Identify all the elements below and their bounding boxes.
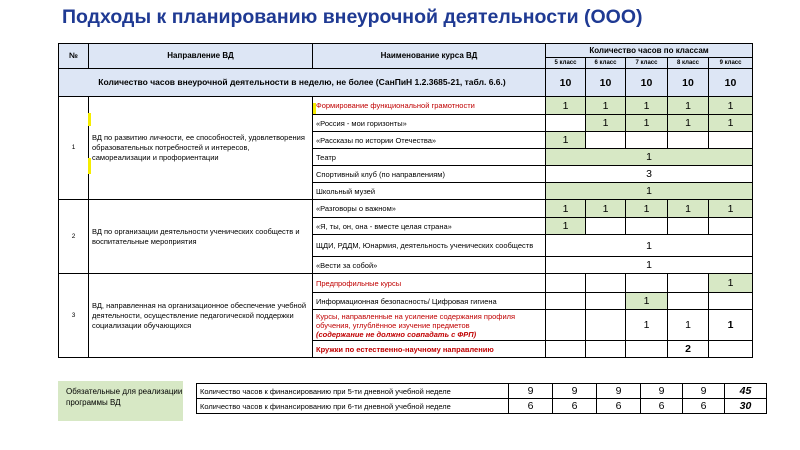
header-hours: Количество часов по классам	[546, 44, 753, 58]
highlight-marker	[88, 113, 91, 126]
hours-cell: 1	[668, 115, 709, 132]
hours-cell: 1	[709, 97, 753, 115]
hours-cell	[586, 341, 626, 358]
group-3-num: 3	[59, 274, 89, 358]
course-name: Школьный музей	[313, 183, 546, 200]
course-name: «Вести за собой»	[313, 257, 546, 274]
weekly-limit-6: 10	[586, 69, 626, 97]
course-name: Театр	[313, 149, 546, 166]
group-2-direction: ВД по организации деятельности ученических сообществ и воспитательные мероприятия	[89, 200, 313, 274]
hours-cell	[668, 132, 709, 149]
hours-cell	[709, 132, 753, 149]
hours-cell-merged: 3	[546, 166, 753, 183]
hours-cell	[546, 115, 586, 132]
hours-cell: 1	[546, 218, 586, 235]
header-direction: Направление ВД	[89, 44, 313, 69]
hours-cell: 1	[709, 310, 753, 341]
hours-cell: 1	[546, 200, 586, 218]
financing-cell: 6	[553, 399, 597, 414]
hours-cell: 1	[709, 274, 753, 293]
course-name: Спортивный клуб (по направлениям)	[313, 166, 546, 183]
hours-cell: 1	[586, 200, 626, 218]
hours-cell: 1	[709, 200, 753, 218]
hours-cell: 1	[626, 293, 668, 310]
header-num: №	[59, 44, 89, 69]
hours-cell	[626, 274, 668, 293]
financing-total: 45	[725, 384, 767, 399]
hours-cell	[546, 310, 586, 341]
hours-cell-merged: 1	[546, 149, 753, 166]
header-class-6: 6 класс	[586, 58, 626, 69]
weekly-limit-label: Количество часов внеурочной деятельности в неделю, не более (СанПиН 1.2.3685-21, табл. 6.6.)	[59, 69, 546, 97]
course-name: «Россия - мои горизонты»	[313, 115, 546, 132]
obligatory-note: Обязательные для реализации программы ВД	[58, 381, 183, 421]
weekly-limit-9: 10	[709, 69, 753, 97]
plan-table	[58, 43, 753, 358]
header-course: Наименование курса ВД	[313, 44, 546, 69]
course-name: ЩДИ, РДДМ, Юнармия, деятельность ученических сообществ	[313, 235, 546, 257]
hours-cell: 1	[668, 97, 709, 115]
group-1-direction: ВД по развитию личности, ее способностей, удовлетворения образовательных потребностей и интересов, самореализации и профориентации	[89, 97, 313, 200]
hours-cell	[586, 218, 626, 235]
hours-cell	[586, 132, 626, 149]
course-profile-text: Курсы, направленные на усиление содержания профиля обучения, углублённое изучение предметов	[316, 311, 516, 330]
financing-table	[196, 383, 767, 414]
course-profile-note: (содержание не должно совпадать с ФРП)	[316, 329, 477, 339]
course-name: Формирование функциональной грамотности	[313, 97, 546, 115]
group-1-num: 1	[59, 97, 89, 200]
hours-cell: 1	[546, 132, 586, 149]
financing-label-5day: Количество часов к финансированию при 5-ти дневной учебной неделе	[197, 384, 509, 399]
hours-cell: 1	[668, 200, 709, 218]
group-2-num: 2	[59, 200, 89, 274]
financing-total: 30	[725, 399, 767, 414]
financing-cell: 6	[509, 399, 553, 414]
course-name: Информационная безопасность/ Цифровая гигиена	[313, 293, 546, 310]
financing-cell: 9	[553, 384, 597, 399]
course-name: «Рассказы по истории Отечества»	[313, 132, 546, 149]
hours-cell: 1	[626, 97, 668, 115]
hours-cell	[546, 274, 586, 293]
course-name-profile	[313, 310, 546, 341]
financing-cell: 6	[597, 399, 641, 414]
hours-cell: 1	[709, 115, 753, 132]
hours-cell	[586, 274, 626, 293]
hours-cell	[709, 341, 753, 358]
hours-cell	[668, 274, 709, 293]
hours-cell	[709, 218, 753, 235]
weekly-limit-8: 10	[668, 69, 709, 97]
hours-cell: 1	[586, 97, 626, 115]
course-name: «Разговоры о важном»	[313, 200, 546, 218]
hours-cell	[546, 293, 586, 310]
hours-cell-merged: 1	[546, 257, 753, 274]
hours-cell	[626, 218, 668, 235]
course-name: Предпрофильные курсы	[313, 274, 546, 293]
hours-cell: 1	[668, 310, 709, 341]
hours-cell: 1	[546, 97, 586, 115]
course-name: «Я, ты, он, она - вместе целая страна»	[313, 218, 546, 235]
header-class-7: 7 класс	[626, 58, 668, 69]
financing-cell: 9	[641, 384, 683, 399]
hours-cell: 1	[626, 310, 668, 341]
financing-cell: 6	[683, 399, 725, 414]
hours-cell: 1	[626, 115, 668, 132]
hours-cell	[546, 341, 586, 358]
highlight-marker	[313, 103, 316, 114]
financing-cell: 9	[597, 384, 641, 399]
financing-cell: 9	[683, 384, 725, 399]
hours-cell	[709, 293, 753, 310]
financing-label-6day: Количество часов к финансированию при 6-ти дневной учебной неделе	[197, 399, 509, 414]
highlight-marker	[88, 158, 91, 174]
weekly-limit-7: 10	[626, 69, 668, 97]
header-class-8: 8 класс	[668, 58, 709, 69]
hours-cell	[668, 218, 709, 235]
financing-cell: 6	[641, 399, 683, 414]
hours-cell: 1	[626, 200, 668, 218]
hours-cell	[626, 132, 668, 149]
header-class-9: 9 класс	[709, 58, 753, 69]
hours-cell: 2	[668, 341, 709, 358]
hours-cell-merged: 1	[546, 235, 753, 257]
page-title: Подходы к планированию внеурочной деятельности (ООО)	[62, 6, 643, 28]
course-name: Кружки по естественно-научному направлению	[313, 341, 546, 358]
hours-cell	[626, 341, 668, 358]
header-class-5: 5 класс	[546, 58, 586, 69]
hours-cell	[586, 310, 626, 341]
hours-cell-merged: 1	[546, 183, 753, 200]
weekly-limit-5: 10	[546, 69, 586, 97]
group-3-direction: ВД, направленная на организационное обеспечение учебной деятельности, осуществление педагогической поддержки социализации обучающихся	[89, 274, 313, 358]
hours-cell: 1	[586, 115, 626, 132]
hours-cell	[668, 293, 709, 310]
financing-cell: 9	[509, 384, 553, 399]
hours-cell	[586, 293, 626, 310]
